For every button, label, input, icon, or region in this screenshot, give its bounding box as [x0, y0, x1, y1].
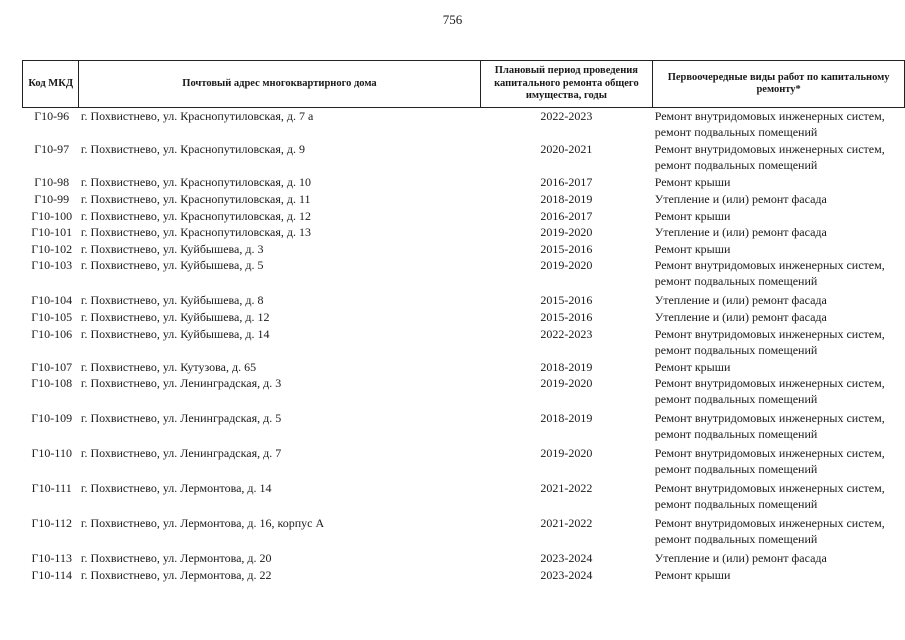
cell-period: 2022-2023	[540, 109, 593, 123]
cell-address: г. Похвистнево, ул. Лермонтова, д. 14	[80, 481, 272, 496]
cell-period: 2020-2021	[540, 142, 593, 157]
cell-address: г. Похвистнево, ул. Краснопутиловская, д. 13	[80, 225, 311, 240]
cell-period: 2015-2016	[540, 241, 593, 256]
table-header	[23, 61, 905, 108]
cell-code: Г10-106	[31, 326, 73, 341]
cell-works: Ремонт крыши	[654, 359, 731, 374]
table-row	[23, 480, 905, 515]
cell-period: 2018-2019	[540, 359, 593, 374]
header-code: Код МКД	[23, 61, 79, 108]
table-row	[23, 326, 905, 359]
cell-period: 2021-2022	[540, 481, 593, 496]
cell-period: 2018-2019	[540, 411, 593, 426]
header-address: Почтовый адрес многоквартирного дома	[79, 61, 480, 108]
cell-works: Ремонт внутридомовых инженерных систем, ремонт подвальных помещений	[654, 481, 885, 512]
capital-repair-table	[22, 60, 905, 584]
cell-works: Ремонт внутридомовых инженерных систем, ремонт подвальных помещений	[654, 258, 885, 289]
cell-works: Ремонт внутридомовых инженерных систем, ремонт подвальных помещений	[654, 516, 885, 547]
cell-code: Г10-105	[31, 309, 73, 324]
cell-works: Ремонт крыши	[654, 208, 731, 223]
cell-address: г. Похвистнево, ул. Краснопутиловская, д. 11	[80, 191, 311, 206]
table-row	[23, 445, 905, 480]
cell-works: Утепление и (или) ремонт фасада	[654, 309, 827, 324]
table-row	[23, 257, 905, 292]
table-row	[23, 375, 905, 410]
cell-works: Утепление и (или) ремонт фасада	[654, 225, 827, 240]
table-row	[23, 359, 905, 376]
cell-period: 2018-2019	[540, 191, 593, 206]
cell-address: г. Похвистнево, ул. Куйбышева, д. 14	[80, 326, 270, 341]
cell-period: 2019-2020	[540, 258, 593, 273]
cell-code: Г10-104	[31, 293, 73, 308]
cell-period: 2021-2022	[540, 516, 593, 531]
cell-works: Ремонт внутридомовых инженерных систем, ремонт подвальных помещений	[654, 411, 885, 442]
cell-address: г. Похвистнево, ул. Лермонтова, д. 16, корпус А	[80, 516, 325, 531]
cell-period: 2016-2017	[540, 208, 593, 223]
table-row	[23, 108, 905, 142]
cell-works: Ремонт крыши	[654, 241, 731, 256]
page-number: 756	[442, 12, 463, 27]
cell-code: Г10-114	[31, 567, 72, 582]
cell-code: Г10-108	[31, 376, 73, 391]
cell-address: г. Похвистнево, ул. Лермонтова, д. 20	[80, 551, 272, 566]
cell-address: г. Похвистнево, ул. Ленинградская, д. 7	[80, 446, 282, 461]
cell-works: Ремонт внутридомовых инженерных систем, ремонт подвальных помещений	[654, 376, 885, 407]
cell-period: 2023-2024	[540, 567, 593, 582]
cell-period: 2023-2024	[540, 551, 593, 566]
table-row	[23, 567, 905, 584]
cell-code: Г10-97	[34, 142, 70, 157]
cell-address: г. Похвистнево, ул. Краснопутиловская, д. 12	[80, 208, 311, 223]
cell-code: Г10-103	[31, 258, 73, 273]
cell-period: 2019-2020	[540, 376, 593, 391]
header-works: Первоочередные виды работ по капитальному ремонту*	[653, 61, 905, 108]
cell-period: 2015-2016	[540, 309, 593, 324]
cell-works: Утепление и (или) ремонт фасада	[654, 551, 827, 566]
cell-works: Ремонт крыши	[654, 567, 731, 582]
cell-address: г. Похвистнево, ул. Куйбышева, д. 3	[80, 241, 264, 256]
cell-address: г. Похвистнево, ул. Лермонтова, д. 22	[80, 567, 272, 582]
cell-works: Ремонт внутридомовых инженерных систем, ремонт подвальных помещений	[654, 109, 885, 139]
cell-works: Ремонт внутридомовых инженерных систем, ремонт подвальных помещений	[654, 446, 885, 477]
cell-address: г. Похвистнево, ул. Куйбышева, д. 12	[80, 309, 270, 324]
cell-address: г. Похвистнево, ул. Кутузова, д. 65	[80, 359, 257, 374]
cell-code: Г10-109	[31, 411, 73, 426]
table-row	[23, 191, 905, 208]
cell-code: Г10-111	[31, 481, 72, 496]
cell-works: Ремонт крыши	[654, 175, 731, 190]
cell-works: Ремонт внутридомовых инженерных систем, ремонт подвальных помещений	[654, 326, 885, 357]
cell-period: 2022-2023	[540, 326, 593, 341]
cell-code: Г10-107	[31, 359, 73, 374]
cell-period: 2019-2020	[540, 225, 593, 240]
table-row	[23, 515, 905, 550]
cell-period: 2016-2017	[540, 175, 593, 190]
cell-code: Г10-98	[34, 175, 70, 190]
table-row	[23, 241, 905, 258]
cell-address: г. Похвистнево, ул. Краснопутиловская, д. 9	[80, 142, 305, 157]
cell-address: г. Похвистнево, ул. Куйбышева, д. 5	[80, 258, 264, 273]
cell-works: Ремонт внутридомовых инженерных систем, ремонт подвальных помещений	[654, 142, 885, 173]
cell-works: Утепление и (или) ремонт фасада	[654, 293, 827, 308]
table-row	[23, 550, 905, 567]
cell-address: г. Похвистнево, ул. Куйбышева, д. 8	[80, 293, 264, 308]
table-body	[23, 108, 905, 584]
cell-code: Г10-96	[34, 109, 70, 123]
table-row	[23, 309, 905, 326]
cell-works: Утепление и (или) ремонт фасада	[654, 191, 827, 206]
cell-address: г. Похвистнево, ул. Краснопутиловская, д. 7 а	[80, 109, 314, 123]
cell-code: Г10-99	[34, 191, 70, 206]
table-row	[23, 292, 905, 309]
header-period: Плановый период проведения капитального ремонта общего имущества, годы	[480, 61, 653, 108]
cell-period: 2015-2016	[540, 293, 593, 308]
cell-code: Г10-101	[31, 225, 73, 240]
table-row	[23, 410, 905, 445]
cell-code: Г10-113	[31, 551, 72, 566]
cell-code: Г10-110	[31, 446, 72, 461]
table-row	[23, 224, 905, 241]
cell-code: Г10-100	[31, 208, 73, 223]
cell-address: г. Похвистнево, ул. Ленинградская, д. 5	[80, 411, 282, 426]
cell-address: г. Похвистнево, ул. Краснопутиловская, д. 10	[80, 175, 311, 190]
cell-address: г. Похвистнево, ул. Ленинградская, д. 3	[80, 376, 282, 391]
cell-code: Г10-102	[31, 241, 73, 256]
cell-period: 2019-2020	[540, 446, 593, 461]
table-row	[23, 208, 905, 225]
table-row	[23, 141, 905, 174]
cell-code: Г10-112	[31, 516, 72, 531]
table-row	[23, 174, 905, 191]
